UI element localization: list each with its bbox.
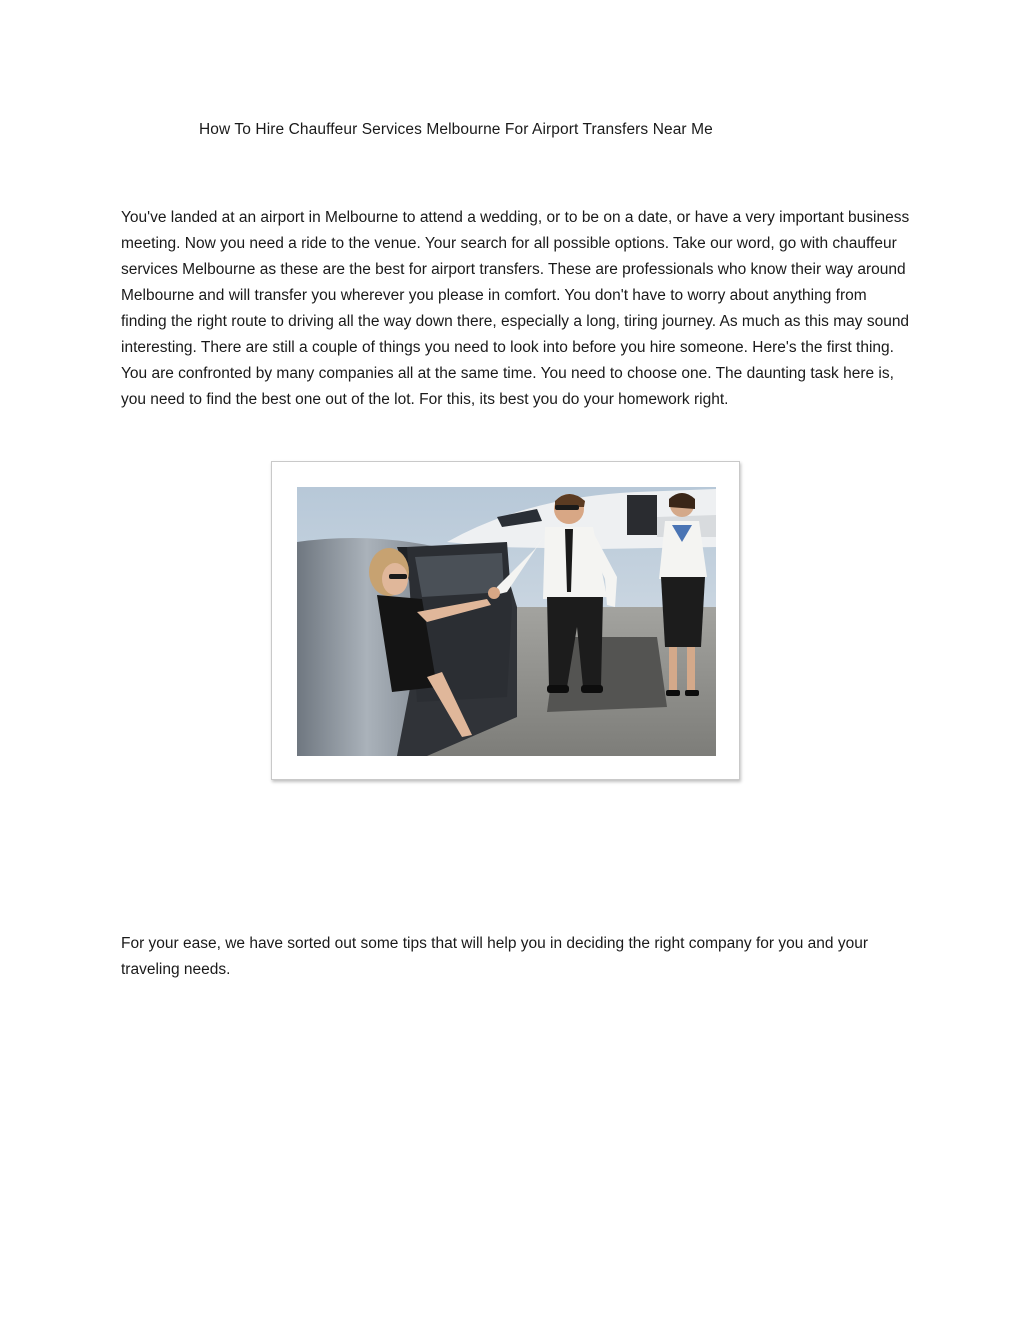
tips-intro-paragraph: For your ease, we have sorted out some tips that will help you in deciding the right company for you and your traveling needs.: [121, 935, 868, 978]
page-title: How To Hire Chauffeur Services Melbourne For Airport Transfers Near Me: [199, 121, 713, 138]
intro-paragraph: You've landed at an airport in Melbourne to attend a wedding, or to be on a date, or have a very important business meeting. Now you need a ride to the venue. Your search for all possible options. Take our word, go with chauffeur services Melbourne as these are the best for airport transfers. These are professionals who know their way around Melbourne and will transfer you wherever you please in comfort. You don't have to worry about anything from finding the right route to driving all the way down there, especially a long, tiring journey. As much as this may sound interesting. There are still a couple of things you need to look into before you hire someone. Here's the first thing. You are confronted by many companies all at the same time. You need to choose one. The daunting task here is, you need to find the best one out of the lot. For this, its best you do your homework right.: [121, 209, 910, 408]
photo-frame: [271, 461, 740, 780]
chauffeur-airport-photo: [297, 487, 716, 756]
